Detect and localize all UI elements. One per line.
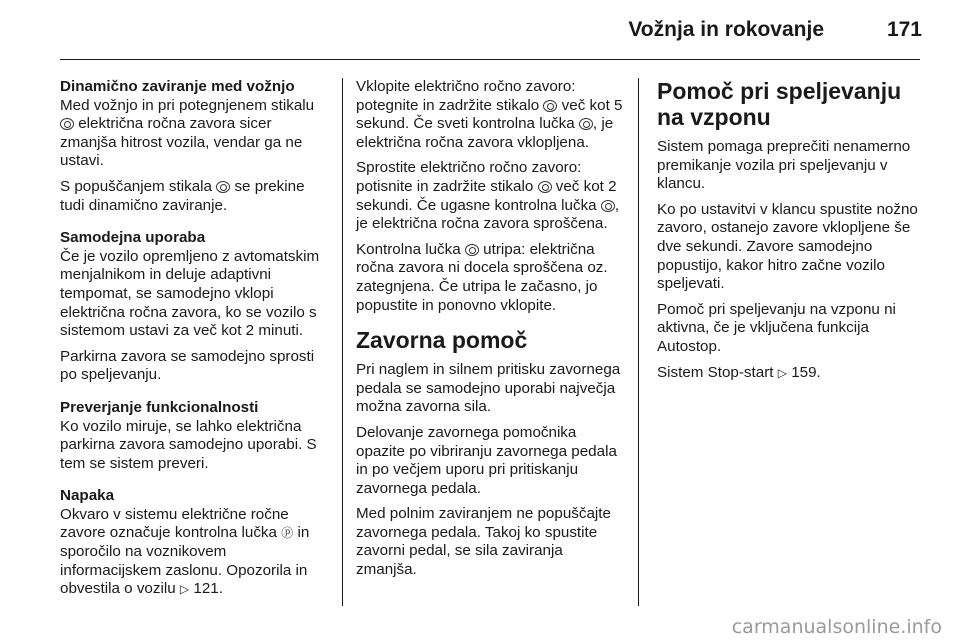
column-divider-2: [638, 78, 639, 606]
page-reference[interactable]: 121.: [193, 580, 223, 598]
subheading: Samodejna uporaba: [60, 229, 206, 247]
text: utripa: električna ročna zavora ni docela sproščena oz. zategnjena. Če utripa le začasno, jo popustite in ponovno vklopite.: [356, 240, 608, 314]
parking-brake-icon: [538, 181, 552, 193]
paragraph: [356, 241, 626, 315]
paragraph: Ko po ustavitvi v klancu spustite nožno zavoro, ostanejo zavore vklopljene še dve sekundi. Zavore samodejno popustijo, kakor hitro začne vozilo speljevati.: [657, 200, 918, 293]
section-dynamic-braking: [60, 78, 328, 215]
paragraph: Parkirna zavora se samodejno sprosti po speljevanju.: [60, 347, 315, 384]
section-automatic-use: [60, 229, 328, 385]
parking-brake-icon: [579, 118, 593, 130]
paragraph: Delovanje zavornega pomočnika opazite po vibriranju zavornega pedala in po večjem uporu pri pritiskanju zavornega pedala.: [356, 423, 617, 497]
text: se prekine tudi dinamično zaviranje.: [60, 177, 305, 214]
subheading: Dinamično zaviranje med vožnjo: [60, 78, 295, 95]
column-left: [60, 78, 328, 613]
text: in sporočilo na voznikovem informacijskem zaslonu. Opozorila in obvestila o vozilu: [60, 524, 310, 598]
paragraph: Pomoč pri speljevanju na vzponu ni aktivna, če je vključena funkcija Autostop.: [657, 300, 896, 355]
paragraph: [60, 178, 328, 215]
parking-brake-icon: [465, 244, 479, 256]
page-number: 171: [886, 18, 922, 41]
paragraph: [60, 97, 328, 171]
section-function-check: [60, 399, 328, 473]
header-divider: [60, 59, 920, 60]
text: Kontrolna lučka: [356, 240, 461, 258]
column-divider-1: [342, 78, 343, 606]
page-reference[interactable]: 159.: [791, 363, 821, 381]
paragraph: Pri naglem in silnem pritisku zavornega pedala se samodejno uporabi največja možna zavorna sila.: [356, 361, 621, 416]
subheading: Preverjanje funkcionalnosti: [60, 398, 259, 416]
text: S popuščanjem stikala: [60, 177, 212, 195]
paragraph: [60, 506, 328, 599]
footer-watermark: carmanualsonline.info: [731, 616, 942, 638]
text: Okvaro v sistemu električne ročne zavore označuje kontrolna lučka: [60, 505, 289, 542]
section-heading-hill-start-assist: Pomoč pri speljevanju na vzponu: [657, 78, 902, 130]
paragraph: Če je vozilo opremljeno z avtomatskim menjalnikom in deluje adaptivni tempomat, se samodejno vklopi električna ročna zavora, ko se vozilo s sistemom ustavi za več kot 2 minuti.: [60, 247, 320, 340]
paragraph: [356, 78, 626, 152]
parking-brake-icon: [543, 100, 557, 112]
text: Med vožnjo in pri potegnjenem stikalu: [60, 96, 315, 114]
text: Sistem Stop-start: [657, 363, 774, 381]
text: električna ročna zavora sicer zmanjša hitrost vozila, vendar ga ne ustavi.: [60, 115, 303, 170]
page-section-title: Vožnja in rokovanje: [628, 18, 824, 41]
page-reference-icon: ▷: [179, 582, 190, 597]
subheading: Napaka: [60, 487, 115, 505]
parking-brake-icon: [216, 181, 230, 193]
paragraph: [657, 364, 919, 383]
text: , je električna ročna zavora sproščena.: [356, 196, 620, 233]
paragraph: Med polnim zaviranjem ne popuščajte zavornega pedala. Takoj ko spustite zavorni pedal, se sila zaviranja zmanjša.: [356, 505, 611, 579]
section-heading-brake-assist: Zavorna pomoč: [356, 327, 528, 354]
page-reference-icon: ▷: [777, 365, 787, 380]
column-middle: [356, 78, 626, 587]
text: Sprostite električno ročno zavoro: potisnite in zadržite stikalo: [356, 159, 582, 195]
text: Vklopite električno ročno zavoro: potegnite in zadržite stikalo: [356, 78, 576, 114]
parking-brake-icon: [60, 118, 74, 130]
text: več kot 5 sekund. Če sveti kontrolna lučka: [356, 96, 623, 133]
text: , je električna ročna zavora vklopljena.: [356, 115, 614, 151]
column-right: [657, 78, 919, 389]
parking-brake-icon: [601, 200, 615, 212]
section-fault: [60, 487, 328, 599]
paragraph: Sistem pomaga preprečiti nenamerno premikanje vozila pri speljevanju v klancu.: [657, 138, 911, 193]
paragraph: [356, 159, 626, 233]
brake-warning-icon: ⓟ: [281, 526, 294, 541]
text: več kot 2 sekundi. Če ugasne kontrolna lučka: [356, 177, 617, 214]
paragraph: Ko vozilo miruje, se lahko električna parkirna zavora samodejno uporabi. S tem se sistem preveri.: [60, 417, 317, 472]
